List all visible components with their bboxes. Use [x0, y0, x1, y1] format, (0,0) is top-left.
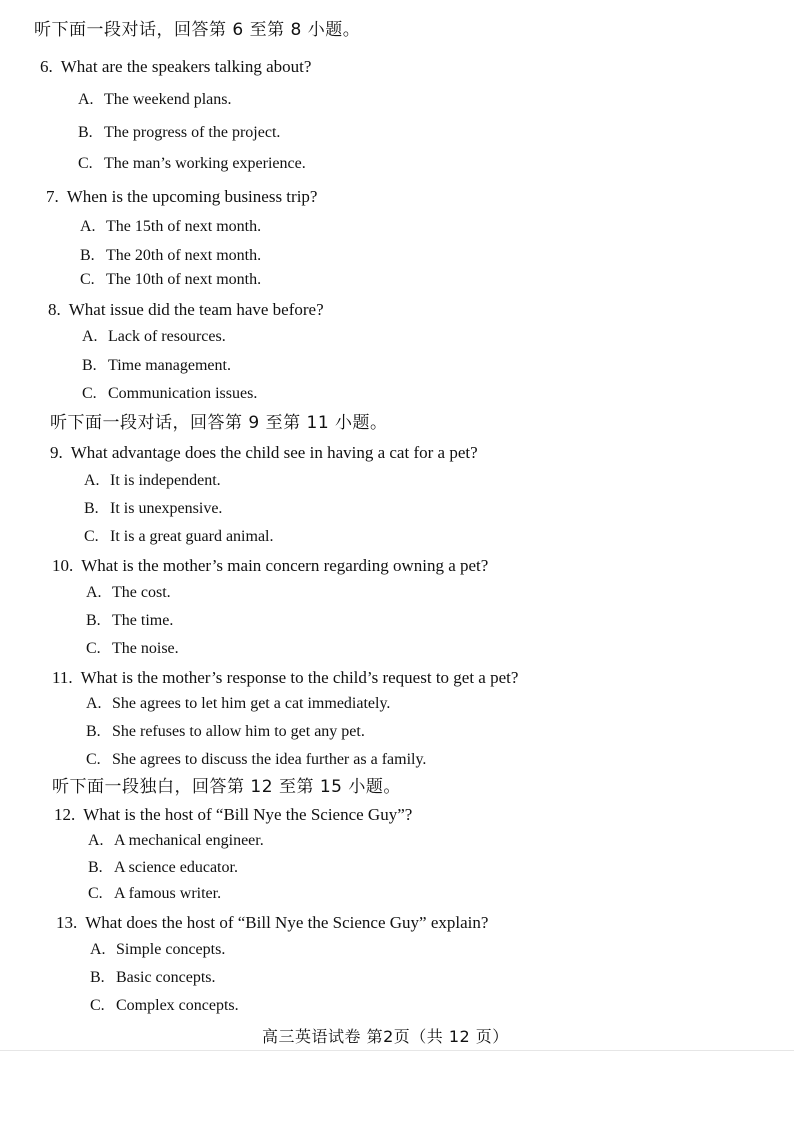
- question-7: [46, 188, 317, 205]
- option-letter: B.: [90, 969, 105, 986]
- option-8a: [82, 329, 226, 345]
- question-10: [52, 557, 488, 574]
- option-11a: [86, 696, 390, 712]
- option-13c: [90, 998, 239, 1014]
- option-12c: [88, 886, 221, 902]
- question-number: 13.: [56, 913, 78, 932]
- option-letter: A.: [86, 584, 102, 601]
- option-letter: C.: [82, 385, 97, 402]
- option-text: Basic concepts.: [116, 969, 216, 986]
- option-10c: [86, 641, 179, 657]
- question-text: What is the mother’s main concern regarding owning a pet?: [81, 556, 489, 575]
- option-13b: [90, 970, 216, 986]
- option-text: Time management.: [108, 357, 231, 374]
- option-letter: B.: [88, 859, 103, 876]
- question-11: [52, 669, 518, 686]
- option-letter: B.: [86, 723, 101, 740]
- question-8: [48, 301, 324, 318]
- option-text: The 20th of next month.: [106, 247, 262, 264]
- question-text: What advantage does the child see in having a cat for a pet?: [70, 443, 478, 462]
- option-7a: [80, 219, 261, 235]
- option-text: A famous writer.: [114, 885, 222, 902]
- page-footer: 高三英语试卷 第2页（共 12 页）: [262, 1027, 509, 1046]
- question-number: 9.: [50, 443, 63, 462]
- question-number: 12.: [54, 805, 76, 824]
- option-letter: C.: [78, 155, 93, 172]
- option-text: The progress of the project.: [104, 124, 281, 141]
- option-text: The weekend plans.: [104, 91, 232, 108]
- option-text: The 10th of next month.: [106, 271, 262, 288]
- scan-edge-divider: [0, 1050, 794, 1051]
- option-10a: [86, 585, 171, 601]
- option-11b: [86, 724, 365, 740]
- option-letter: A.: [86, 695, 102, 712]
- question-13: [56, 914, 488, 931]
- option-12a: [88, 833, 264, 849]
- option-letter: A.: [88, 832, 104, 849]
- question-text: When is the upcoming business trip?: [66, 187, 318, 206]
- section-instruction-9-11: 听下面一段对话，回答第 9 至第 11 小题。: [50, 413, 388, 433]
- option-text: The man’s working experience.: [104, 155, 306, 172]
- question-number: 6.: [40, 57, 53, 76]
- question-number: 11.: [52, 668, 73, 687]
- question-number: 8.: [48, 300, 61, 319]
- section-instruction-12-15: 听下面一段独白，回答第 12 至第 15 小题。: [52, 777, 401, 797]
- option-text: The 15th of next month.: [106, 218, 262, 235]
- option-10b: [86, 613, 173, 629]
- option-letter: A.: [80, 218, 96, 235]
- option-letter: A.: [78, 91, 94, 108]
- question-number: 7.: [46, 187, 59, 206]
- option-text: It is unexpensive.: [110, 500, 223, 517]
- option-letter: C.: [86, 751, 101, 768]
- option-text: The noise.: [112, 640, 179, 657]
- option-6a: [78, 92, 232, 108]
- question-text: What does the host of “Bill Nye the Science Guy” explain?: [85, 913, 489, 932]
- option-letter: C.: [90, 997, 105, 1014]
- option-letter: C.: [80, 271, 95, 288]
- option-text: The cost.: [112, 584, 171, 601]
- option-13a: [90, 942, 225, 958]
- option-text: Lack of resources.: [108, 328, 226, 345]
- option-text: She refuses to allow him to get any pet.: [112, 723, 365, 740]
- option-text: A mechanical engineer.: [114, 832, 264, 849]
- question-text: What is the mother’s response to the child’s request to get a pet?: [80, 668, 519, 687]
- option-9c: [84, 529, 274, 545]
- option-9a: [84, 473, 221, 489]
- option-6c: [78, 156, 306, 172]
- option-text: Communication issues.: [108, 385, 258, 402]
- question-6: [40, 58, 311, 75]
- option-letter: B.: [78, 124, 93, 141]
- option-letter: B.: [82, 357, 97, 374]
- question-number: 10.: [52, 556, 74, 575]
- option-12b: [88, 860, 238, 876]
- option-letter: B.: [84, 500, 99, 517]
- section-instruction-6-8: 听下面一段对话，回答第 6 至第 8 小题。: [34, 20, 361, 40]
- option-text: Complex concepts.: [116, 997, 239, 1014]
- option-letter: A.: [82, 328, 98, 345]
- option-letter: B.: [86, 612, 101, 629]
- option-text: It is a great guard animal.: [110, 528, 274, 545]
- option-text: She agrees to discuss the idea further as a family.: [112, 751, 427, 768]
- option-8b: [82, 358, 231, 374]
- option-text: A science educator.: [114, 859, 238, 876]
- option-text: The time.: [112, 612, 174, 629]
- question-9: [50, 444, 478, 461]
- option-7c: [80, 272, 261, 288]
- option-letter: C.: [86, 640, 101, 657]
- option-9b: [84, 501, 222, 517]
- option-11c: [86, 752, 426, 768]
- option-letter: B.: [80, 247, 95, 264]
- question-text: What are the speakers talking about?: [60, 57, 312, 76]
- option-text: She agrees to let him get a cat immediately.: [112, 695, 391, 712]
- option-8c: [82, 386, 257, 402]
- question-text: What issue did the team have before?: [68, 300, 324, 319]
- option-text: It is independent.: [110, 472, 221, 489]
- option-7b: [80, 248, 261, 264]
- option-text: Simple concepts.: [116, 941, 226, 958]
- question-text: What is the host of “Bill Nye the Science Guy”?: [83, 805, 413, 824]
- option-letter: C.: [84, 528, 99, 545]
- option-letter: A.: [84, 472, 100, 489]
- option-letter: A.: [90, 941, 106, 958]
- question-12: [54, 806, 412, 823]
- option-letter: C.: [88, 885, 103, 902]
- option-6b: [78, 125, 280, 141]
